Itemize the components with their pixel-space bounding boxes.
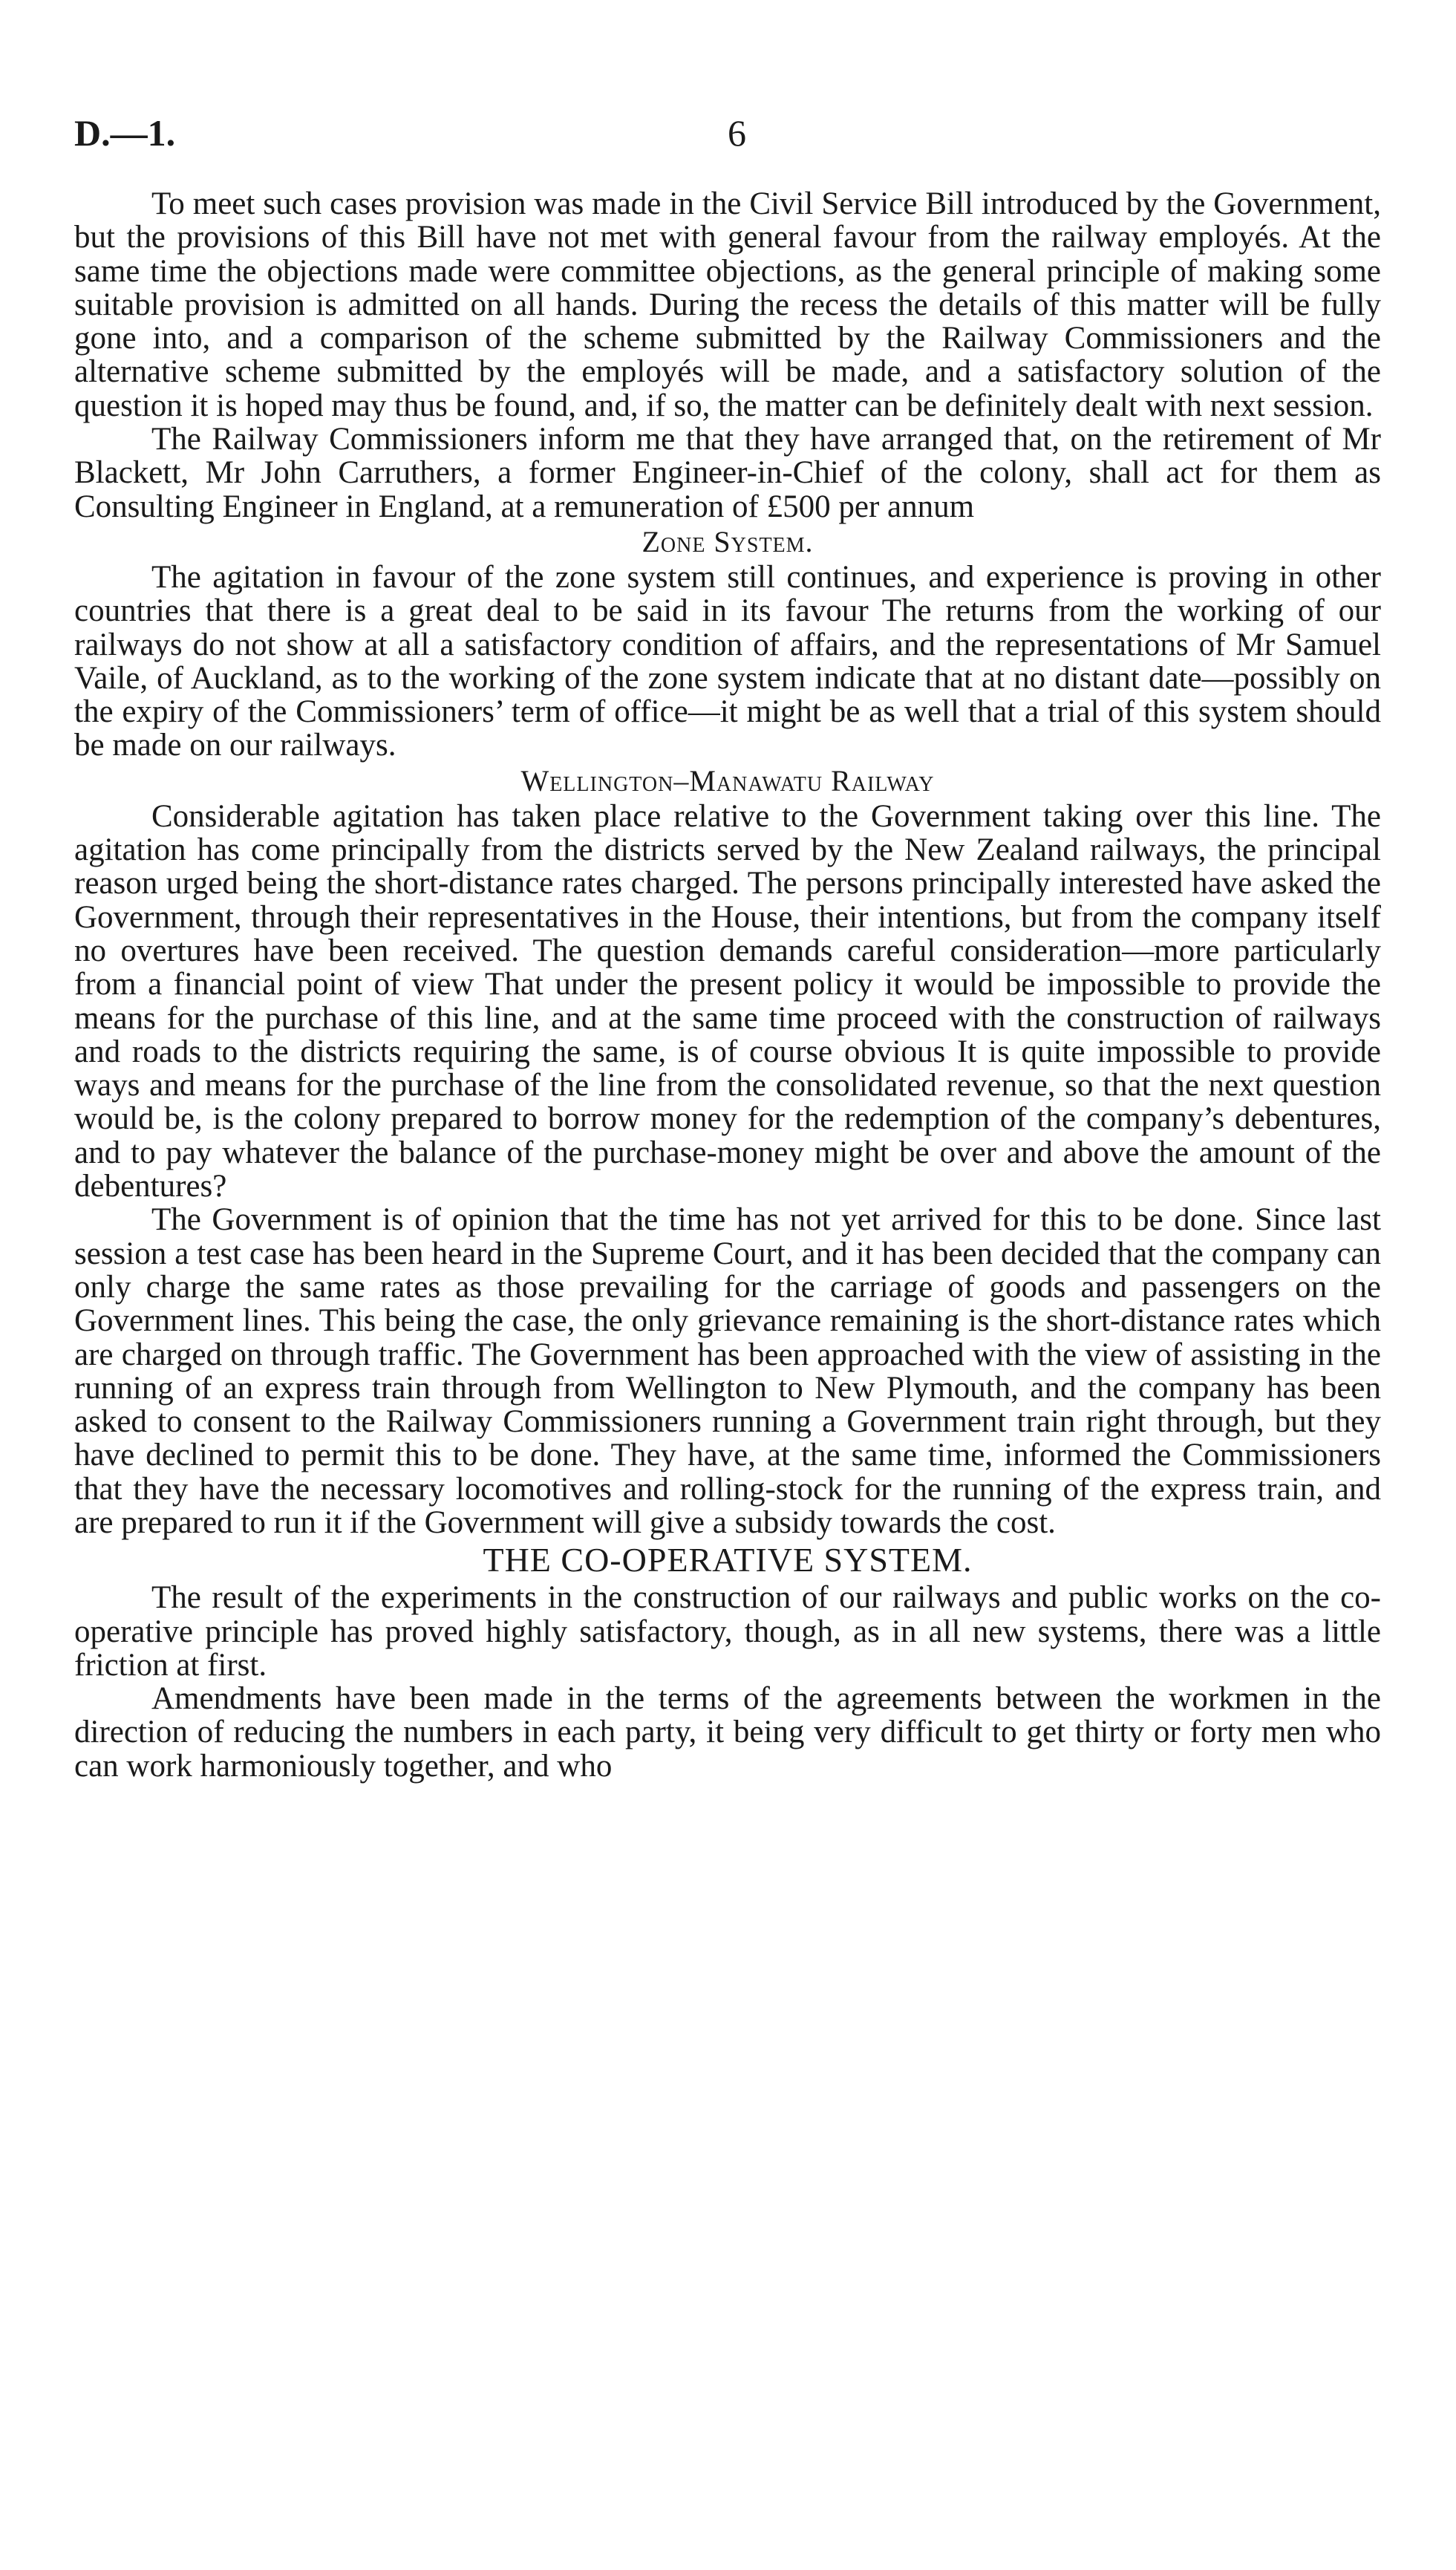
wellington-manawatu-section bbox=[74, 763, 1381, 1540]
paragraph: To meet such cases provision was made in the Civil Service Bill introduced by the Government, but the provisions of this Bill have not met with general favour from the railway employés. At the same time the objections made were committee objections, as the general principle of making some suitable provision is admitted on all hands. During the recess the details of this matter will be fully gone into, and a comparison of the scheme submitted by the Railway Commissioners and the alternative scheme submitted by the employés will be made, and a satisfactory solution of the question it is hoped may thus be found, and, if so, the matter can be definitely dealt with next session. bbox=[74, 186, 1381, 423]
civil-service-section bbox=[74, 187, 1381, 524]
section-heading: Wellington–Manawatu Railway bbox=[520, 763, 935, 798]
paragraph: The Government is of opinion that the time has not yet arrived for this to be done. Since last session a test case has been heard in the Supreme Court, and it has been decided that the company can only charge the same rates as those prevailing for the carriage of goods and passengers on the Government lines. This being the case, the only grievance remaining is the short-distance rates which are charged on through traffic. The Government has been approached with the view of assisting in the running of an express train through from Wellington to New Plymouth, and the company has been asked to consent to the Railway Commissioners running a Government train right through, but they have declined to permit this to be done. They have, at the same time, informed the Commissioners that they have the necessary locomotives and rolling-stock for the running of the express train, and are prepared to run it if the Government will give a subsidy towards the cost. bbox=[74, 1202, 1381, 1540]
paragraph: Amendments have been made in the terms of the agreements between the workmen in the direction of reducing the numbers in each party, it being very difficult to get thirty or forty men who can work harmoniously together, and who bbox=[74, 1681, 1381, 1784]
paragraph: Considerable agitation has taken place relative to the Government taking over this line. The agitation has come principally from the districts served by the New Zealand railways, the principal reason urged being the short-distance rates charged. The persons principally interested have asked the Government, through their representatives in the House, their intentions, but from the company itself no overtures have been received. The question demands careful consideration—more particularly from a financial point of view That under the present policy it would be impossible to provide the means for the purchase of this line, and at the same time proceed with the construction of railways and roads to the districts requiring the same, is of course obvious It is quite impossible to provide ways and means for the purchase of the line from the consolidated revenue, so that the next question would be, is the colony prepared to borrow money for the redemption of the company’s debentures, and to pay whatever the balance of the purchase-money might be over and above the amount of the debentures? bbox=[74, 798, 1381, 1204]
paragraph: The agitation in favour of the zone system still continues, and experience is proving in other countries that there is a great deal to be said in its favour The returns from the working of our railways do not show at all a satisfactory condition of affairs, and the representations of Mr Samuel Vaile, of Auckland, as to the working of the zone system indicate that at no distant date—possibly on the expiry of the Commissioners’ term of office—it might be as well that a trial of this system should be made on our railways. bbox=[74, 559, 1381, 763]
page-number: 6 bbox=[728, 112, 746, 154]
document-reference: D.—1. bbox=[74, 112, 176, 154]
page-body bbox=[74, 187, 1381, 1783]
zone-system-section bbox=[74, 524, 1381, 763]
paragraph: The Railway Commissioners inform me that they have arranged that, on the retirement of Mr Blackett, Mr John Carruthers, a former Engineer-in-Chief of the colony, shall act for them as Consulting Engineer in England, at a remuneration of £500 per annum bbox=[74, 422, 1381, 524]
section-heading: THE CO-OPERATIVE SYSTEM. bbox=[483, 1541, 973, 1579]
section-heading: Zone System. bbox=[642, 524, 814, 558]
running-header bbox=[74, 111, 1381, 163]
paragraph: The result of the experiments in the construction of our railways and public works on the co-operative principle has proved highly satisfactory, though, as in all new systems, there was a little friction at first. bbox=[74, 1580, 1381, 1683]
cooperative-system-section bbox=[74, 1539, 1381, 1783]
